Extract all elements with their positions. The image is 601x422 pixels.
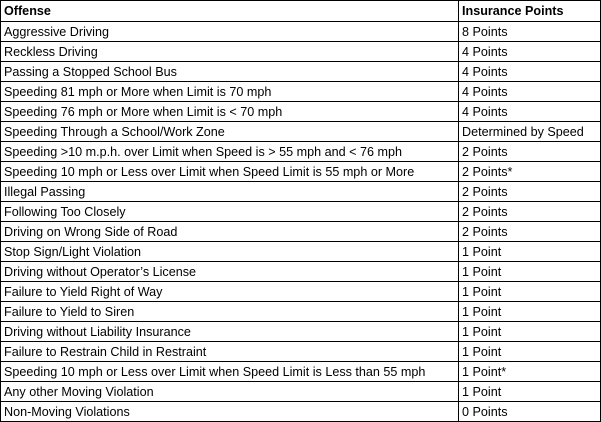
offense-cell: Following Too Closely xyxy=(1,202,459,222)
points-cell: 1 Point xyxy=(459,242,601,262)
offense-cell: Illegal Passing xyxy=(1,182,459,202)
offense-cell: Speeding 10 mph or Less over Limit when Speed Limit is Less than 55 mph xyxy=(1,362,459,382)
points-cell: 1 Point xyxy=(459,262,601,282)
offense-cell: Reckless Driving xyxy=(1,42,459,62)
points-cell: 4 Points xyxy=(459,42,601,62)
table-row xyxy=(1,42,601,62)
points-cell: 4 Points xyxy=(459,102,601,122)
table-row xyxy=(1,302,601,322)
points-cell: 1 Point xyxy=(459,322,601,342)
points-cell: 2 Points xyxy=(459,142,601,162)
offense-cell: Non-Moving Violations xyxy=(1,402,459,422)
points-cell: 4 Points xyxy=(459,82,601,102)
points-cell: 1 Point xyxy=(459,382,601,402)
table-row xyxy=(1,162,601,182)
table-row xyxy=(1,322,601,342)
offense-cell: Passing a Stopped School Bus xyxy=(1,62,459,82)
table-row xyxy=(1,102,601,122)
offense-cell: Speeding 81 mph or More when Limit is 70 mph xyxy=(1,82,459,102)
offense-cell: Speeding Through a School/Work Zone xyxy=(1,122,459,142)
offense-cell: Driving on Wrong Side of Road xyxy=(1,222,459,242)
offense-cell: Driving without Operator’s License xyxy=(1,262,459,282)
points-cell: 0 Points xyxy=(459,402,601,422)
offense-cell: Failure to Yield Right of Way xyxy=(1,282,459,302)
points-cell: 2 Points xyxy=(459,182,601,202)
table-row xyxy=(1,142,601,162)
offense-cell: Driving without Liability Insurance xyxy=(1,322,459,342)
offense-cell: Failure to Restrain Child in Restraint xyxy=(1,342,459,362)
points-cell: 1 Point xyxy=(459,342,601,362)
points-cell: 1 Point* xyxy=(459,362,601,382)
points-cell: 4 Points xyxy=(459,62,601,82)
table-row xyxy=(1,282,601,302)
points-cell: Determined by Speed xyxy=(459,122,601,142)
offense-cell: Speeding 10 mph or Less over Limit when Speed Limit is 55 mph or More xyxy=(1,162,459,182)
header-row xyxy=(1,1,601,22)
table-row xyxy=(1,122,601,142)
table-row xyxy=(1,62,601,82)
table-row xyxy=(1,402,601,422)
points-cell: 2 Points* xyxy=(459,162,601,182)
offense-cell: Failure to Yield to Siren xyxy=(1,302,459,322)
table-row xyxy=(1,342,601,362)
offense-cell: Any other Moving Violation xyxy=(1,382,459,402)
points-cell: 1 Point xyxy=(459,302,601,322)
table-row xyxy=(1,242,601,262)
table-row xyxy=(1,362,601,382)
table-row xyxy=(1,22,601,42)
points-cell: 2 Points xyxy=(459,222,601,242)
offense-cell: Aggressive Driving xyxy=(1,22,459,42)
offense-column-header: Offense xyxy=(1,1,459,22)
table-row xyxy=(1,82,601,102)
offense-cell: Speeding >10 m.p.h. over Limit when Speed is > 55 mph and < 76 mph xyxy=(1,142,459,162)
points-cell: 2 Points xyxy=(459,202,601,222)
points-cell: 1 Point xyxy=(459,282,601,302)
offense-cell: Speeding 76 mph or More when Limit is < 70 mph xyxy=(1,102,459,122)
table-row xyxy=(1,382,601,402)
insurance-points-column-header: Insurance Points xyxy=(459,1,601,22)
table-row xyxy=(1,262,601,282)
points-cell: 8 Points xyxy=(459,22,601,42)
offense-cell: Stop Sign/Light Violation xyxy=(1,242,459,262)
table-row xyxy=(1,182,601,202)
table-row xyxy=(1,202,601,222)
table-row xyxy=(1,222,601,242)
